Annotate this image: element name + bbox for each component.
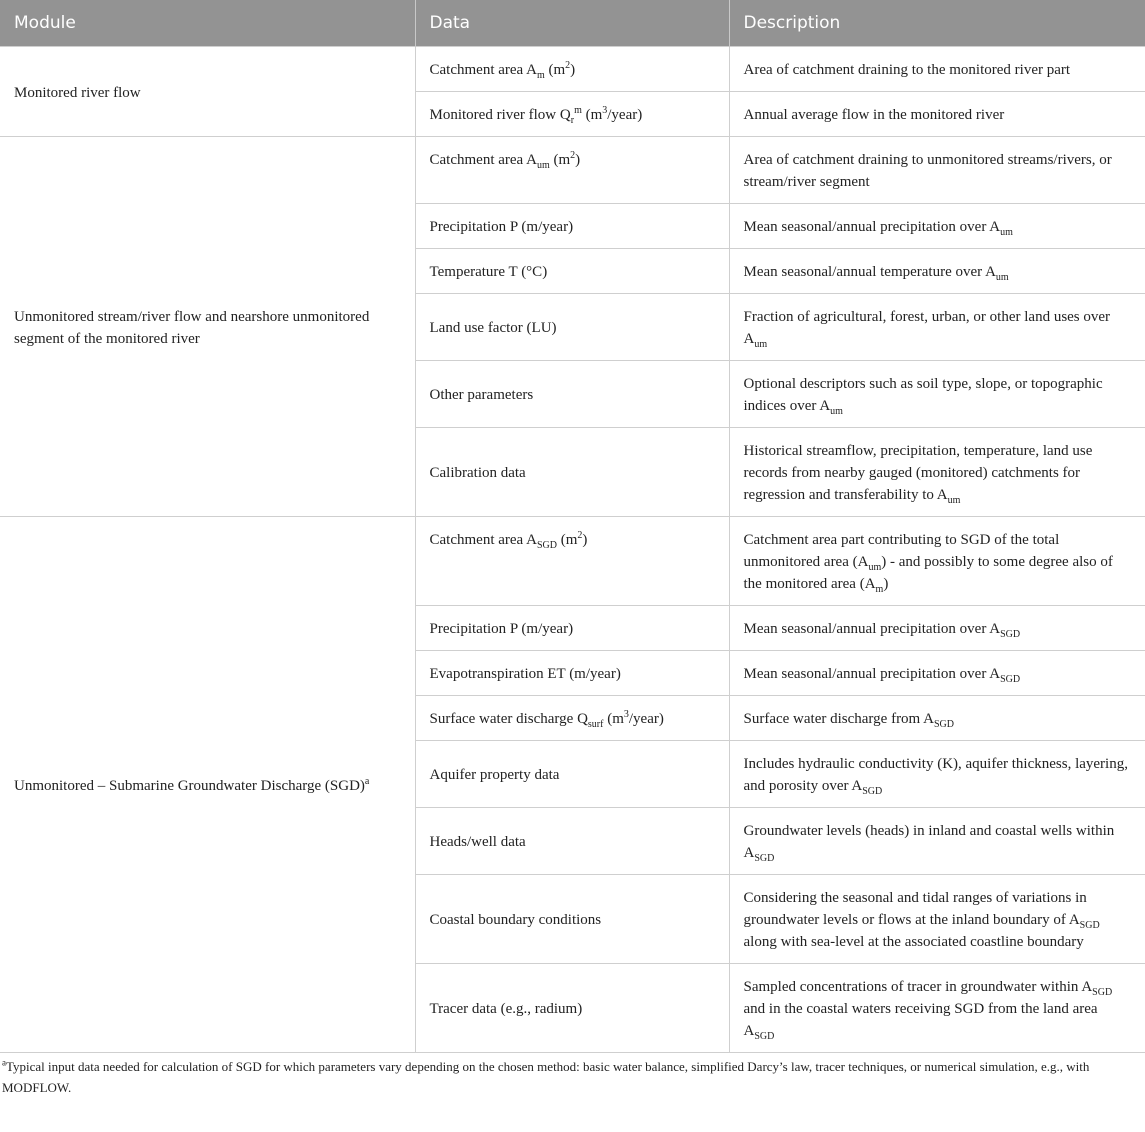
superscript: 3 bbox=[623, 709, 629, 720]
superscript: 2 bbox=[565, 60, 571, 71]
subscript: SGD bbox=[862, 786, 883, 797]
description-cell: Mean seasonal/annual temperature over $A_{um}$ bbox=[729, 249, 1145, 294]
data-cell: Tracer data (e.g., radium) bbox=[415, 964, 729, 1053]
subscript: SGD bbox=[754, 853, 775, 864]
description-cell: Mean seasonal/annual precipitation over $A_{SGD}$ bbox=[729, 606, 1145, 651]
data-cell: Catchment area $A_{um}$ $(m^2)$ bbox=[415, 137, 729, 204]
description-cell: Annual average flow in the monitored river bbox=[729, 92, 1145, 137]
description-cell: Fraction of agricultural, forest, urban, or other land uses over $A_{um}$ bbox=[729, 294, 1145, 361]
header-data: Data bbox=[415, 0, 729, 47]
description-cell: Considering the seasonal and tidal ranges of variations in groundwater levels or flows at the inland boundary of $A_{SGD}$ along with sea-level at the associated coastline boundary bbox=[729, 875, 1145, 964]
superscript: 2 bbox=[577, 530, 583, 541]
description-cell: Mean seasonal/annual precipitation over $A_{um}$ bbox=[729, 204, 1145, 249]
superscript: a bbox=[2, 1057, 6, 1068]
module-cell: Monitored river flow bbox=[0, 47, 415, 137]
subscript: SGD bbox=[1092, 987, 1113, 998]
subscript: um bbox=[536, 160, 550, 171]
description-cell: Historical streamflow, precipitation, temperature, land use records from nearby gauged (monitored) catchments for regression and transferability to $A_{um}$ bbox=[729, 428, 1145, 517]
table-header bbox=[0, 0, 1145, 47]
module-cell: Unmonitored – Submarine Groundwater Discharge (SGD)$^a$ bbox=[0, 517, 415, 1053]
description-cell: Catchment area part contributing to SGD of the total unmonitored area $(A_{um})$ - and possibly to some degree also of the monitored area $(A_m)$ bbox=[729, 517, 1145, 606]
header-row bbox=[0, 0, 1145, 47]
data-cell: Monitored river flow $Q_r^m$ $(m^3/year)$ bbox=[415, 92, 729, 137]
subscript: um bbox=[868, 562, 882, 573]
data-cell: Surface water discharge $Q_{surf}$ $(m^3/year)$ bbox=[415, 696, 729, 741]
subscript: m bbox=[536, 70, 545, 81]
data-cell: Land use factor (LU) bbox=[415, 294, 729, 361]
data-cell: Precipitation P (m/year) bbox=[415, 204, 729, 249]
description-cell: Area of catchment draining to unmonitored streams/rivers, or stream/river segment bbox=[729, 137, 1145, 204]
data-cell: Aquifer property data bbox=[415, 741, 729, 808]
superscript: 3 bbox=[602, 105, 608, 116]
table-row bbox=[0, 47, 1145, 92]
data-cell: Evapotranspiration ET (m/year) bbox=[415, 651, 729, 696]
subscript: m bbox=[875, 584, 884, 595]
subscript: um bbox=[754, 339, 768, 350]
subscript: um bbox=[1000, 227, 1013, 238]
data-cell: Temperature T (°C) bbox=[415, 249, 729, 294]
subscript: um bbox=[947, 495, 961, 506]
data-cell: Precipitation P (m/year) bbox=[415, 606, 729, 651]
subscript: surf bbox=[587, 719, 604, 730]
subscript: SGD bbox=[933, 719, 954, 730]
subscript: SGD bbox=[754, 1031, 775, 1042]
subscript: SGD bbox=[1000, 629, 1021, 640]
subscript: um bbox=[995, 272, 1009, 283]
description-cell: Area of catchment draining to the monitored river part bbox=[729, 47, 1145, 92]
subscript: SGD bbox=[1000, 674, 1021, 685]
subscript: SGD bbox=[1079, 920, 1100, 931]
data-cell: Catchment area $A_m$ $(m^2)$ bbox=[415, 47, 729, 92]
description-cell: Optional descriptors such as soil type, slope, or topographic indices over $A_{um}$ bbox=[729, 361, 1145, 428]
data-cell: Other parameters bbox=[415, 361, 729, 428]
subscript: SGD bbox=[536, 540, 557, 551]
table-footnote: $^a$Typical input data needed for calculation of SGD for which parameters vary depending on the chosen method: basic water balance, simplified Darcy’s law, tracer techniques, or numerical simulation, e.g., with MODFLOW. bbox=[2, 1057, 1090, 1095]
header-module: Module bbox=[0, 0, 415, 47]
table-row bbox=[0, 137, 1145, 204]
superscript: 2 bbox=[570, 150, 576, 161]
description-cell: Includes hydraulic conductivity (K), aquifer thickness, layering, and porosity over $A_{SGD}$ bbox=[729, 741, 1145, 808]
superscript: m bbox=[574, 105, 582, 116]
data-cell: Calibration data bbox=[415, 428, 729, 517]
description-cell: Groundwater levels (heads) in inland and coastal wells within $A_{SGD}$ bbox=[729, 808, 1145, 875]
data-cell: Catchment area $A_{SGD}$ $(m^2)$ bbox=[415, 517, 729, 606]
header-description: Description bbox=[729, 0, 1145, 47]
description-cell: Mean seasonal/annual precipitation over $A_{SGD}$ bbox=[729, 651, 1145, 696]
description-cell: Surface water discharge from $A_{SGD}$ bbox=[729, 696, 1145, 741]
module-cell: Unmonitored stream/river flow and nearshore unmonitored segment of the monitored river bbox=[0, 137, 415, 517]
description-cell: Sampled concentrations of tracer in groundwater within $A_{SGD}$ and in the coastal waters receiving SGD from the land area $A_{SGD}$ bbox=[729, 964, 1145, 1053]
table-body bbox=[0, 47, 1145, 1053]
data-cell: Coastal boundary conditions bbox=[415, 875, 729, 964]
superscript: a bbox=[364, 775, 370, 787]
subscript: um bbox=[830, 406, 843, 417]
subscript: r bbox=[570, 115, 575, 126]
data-cell: Heads/well data bbox=[415, 808, 729, 875]
table-row bbox=[0, 517, 1145, 606]
